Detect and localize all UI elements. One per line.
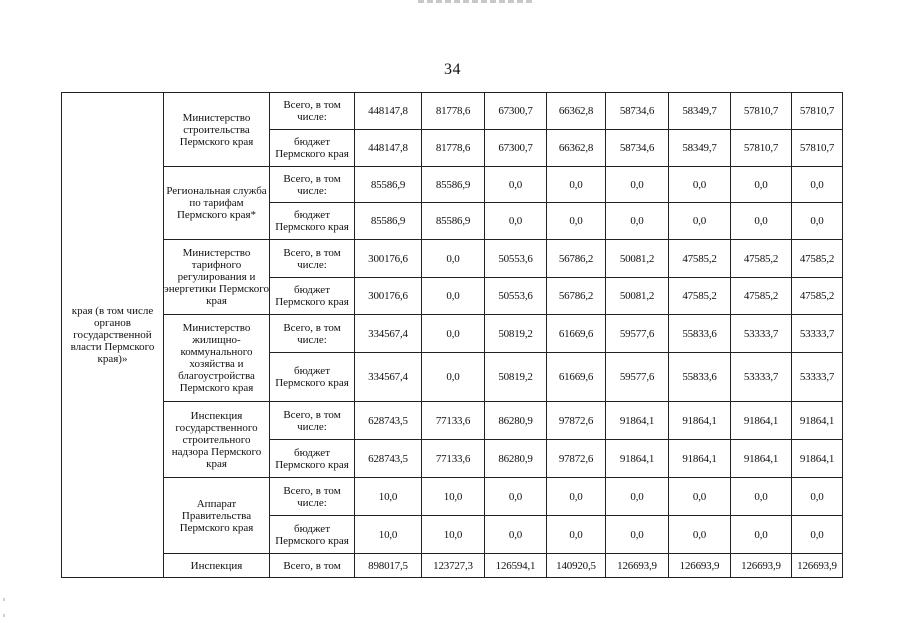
amount-cell: 97872,6 <box>547 402 606 440</box>
amount-cell: 0,0 <box>606 516 669 554</box>
amount-cell: 85586,9 <box>355 203 422 240</box>
amount-cell: 0,0 <box>606 203 669 240</box>
amount-cell: 0,0 <box>792 203 843 240</box>
amount-cell: 0,0 <box>731 167 792 203</box>
amount-cell: 334567,4 <box>355 353 422 402</box>
amount-cell: 0,0 <box>792 478 843 516</box>
amount-cell: 448147,8 <box>355 130 422 167</box>
scan-artifact <box>3 614 5 617</box>
amount-cell: 0,0 <box>606 167 669 203</box>
amount-cell: 628743,5 <box>355 440 422 478</box>
amount-cell: 47585,2 <box>792 240 843 278</box>
amount-cell: 300176,6 <box>355 278 422 315</box>
table-row <box>62 240 843 278</box>
amount-cell: 66362,8 <box>547 93 606 130</box>
funding-kind-cell: бюджет Пермского края <box>270 516 355 554</box>
agency-name-cell: Министерство строительства Пермского края <box>164 93 270 167</box>
amount-cell: 140920,5 <box>547 554 606 578</box>
amount-cell: 57810,7 <box>731 130 792 167</box>
amount-cell: 91864,1 <box>606 440 669 478</box>
amount-cell: 0,0 <box>485 167 547 203</box>
table-row <box>62 315 843 353</box>
funding-kind-cell: бюджет Пермского края <box>270 203 355 240</box>
amount-cell: 628743,5 <box>355 402 422 440</box>
amount-cell: 10,0 <box>355 478 422 516</box>
amount-cell: 53333,7 <box>731 315 792 353</box>
amount-cell: 56786,2 <box>547 278 606 315</box>
amount-cell: 57810,7 <box>731 93 792 130</box>
amount-cell: 0,0 <box>547 167 606 203</box>
table-row <box>62 402 843 440</box>
agency-name-cell: Региональная служба по тарифам Пермского края* <box>164 167 270 240</box>
amount-cell: 59577,6 <box>606 353 669 402</box>
amount-cell: 448147,8 <box>355 93 422 130</box>
agency-name-cell: Инспекция государственного строительного надзора Пермского края <box>164 402 270 478</box>
amount-cell: 55833,6 <box>669 353 731 402</box>
amount-cell: 47585,2 <box>731 240 792 278</box>
amount-cell: 56786,2 <box>547 240 606 278</box>
scan-header-mark <box>418 0 533 3</box>
page-number: 34 <box>444 61 461 78</box>
funding-kind-cell: бюджет Пермского края <box>270 353 355 402</box>
amount-cell: 0,0 <box>731 203 792 240</box>
amount-cell: 0,0 <box>422 315 485 353</box>
amount-cell: 50819,2 <box>485 353 547 402</box>
scan-artifact <box>3 598 5 601</box>
amount-cell: 97872,6 <box>547 440 606 478</box>
amount-cell: 50553,6 <box>485 278 547 315</box>
amount-cell: 10,0 <box>422 516 485 554</box>
amount-cell: 59577,6 <box>606 315 669 353</box>
funding-kind-cell: бюджет Пермского края <box>270 130 355 167</box>
amount-cell: 0,0 <box>547 203 606 240</box>
amount-cell: 67300,7 <box>485 93 547 130</box>
amount-cell: 334567,4 <box>355 315 422 353</box>
table-row <box>62 93 843 130</box>
funding-kind-cell: бюджет Пермского края <box>270 278 355 315</box>
funding-kind-cell: Всего, в том числе: <box>270 315 355 353</box>
budget-table-body <box>62 93 843 578</box>
agency-name-cell: Аппарат Правительства Пермского края <box>164 478 270 554</box>
amount-cell: 91864,1 <box>669 440 731 478</box>
amount-cell: 0,0 <box>485 516 547 554</box>
amount-cell: 300176,6 <box>355 240 422 278</box>
agency-name-cell: Министерство тарифного регулирования и энергетики Пермского края <box>164 240 270 315</box>
amount-cell: 10,0 <box>422 478 485 516</box>
amount-cell: 123727,3 <box>422 554 485 578</box>
funding-kind-cell: Всего, в том числе: <box>270 402 355 440</box>
program-owner-cell: края (в том числе органов государственной власти Пермского края)» <box>62 93 164 578</box>
amount-cell: 126693,9 <box>669 554 731 578</box>
amount-cell: 47585,2 <box>792 278 843 315</box>
amount-cell: 77133,6 <box>422 440 485 478</box>
amount-cell: 10,0 <box>355 516 422 554</box>
amount-cell: 86280,9 <box>485 402 547 440</box>
amount-cell: 0,0 <box>792 516 843 554</box>
amount-cell: 0,0 <box>422 278 485 315</box>
amount-cell: 57810,7 <box>792 130 843 167</box>
amount-cell: 81778,6 <box>422 93 485 130</box>
amount-cell: 50819,2 <box>485 315 547 353</box>
amount-cell: 61669,6 <box>547 353 606 402</box>
amount-cell: 126693,9 <box>606 554 669 578</box>
amount-cell: 0,0 <box>792 167 843 203</box>
amount-cell: 77133,6 <box>422 402 485 440</box>
table-row <box>62 478 843 516</box>
amount-cell: 0,0 <box>547 478 606 516</box>
amount-cell: 58349,7 <box>669 93 731 130</box>
amount-cell: 0,0 <box>669 167 731 203</box>
amount-cell: 0,0 <box>547 516 606 554</box>
agency-name-cell: Инспекция <box>164 554 270 578</box>
amount-cell: 0,0 <box>485 478 547 516</box>
amount-cell: 91864,1 <box>731 402 792 440</box>
amount-cell: 57810,7 <box>792 93 843 130</box>
amount-cell: 47585,2 <box>669 240 731 278</box>
amount-cell: 126693,9 <box>731 554 792 578</box>
funding-kind-cell: бюджет Пермского края <box>270 440 355 478</box>
table-row <box>62 554 843 578</box>
amount-cell: 0,0 <box>731 478 792 516</box>
amount-cell: 91864,1 <box>606 402 669 440</box>
amount-cell: 47585,2 <box>669 278 731 315</box>
amount-cell: 0,0 <box>669 516 731 554</box>
amount-cell: 53333,7 <box>792 315 843 353</box>
funding-kind-cell: Всего, в том числе: <box>270 240 355 278</box>
amount-cell: 0,0 <box>422 240 485 278</box>
amount-cell: 53333,7 <box>731 353 792 402</box>
amount-cell: 0,0 <box>669 478 731 516</box>
amount-cell: 47585,2 <box>731 278 792 315</box>
amount-cell: 91864,1 <box>792 440 843 478</box>
amount-cell: 0,0 <box>422 353 485 402</box>
amount-cell: 66362,8 <box>547 130 606 167</box>
amount-cell: 50081,2 <box>606 278 669 315</box>
amount-cell: 126594,1 <box>485 554 547 578</box>
amount-cell: 58734,6 <box>606 93 669 130</box>
amount-cell: 91864,1 <box>731 440 792 478</box>
amount-cell: 126693,9 <box>792 554 843 578</box>
amount-cell: 55833,6 <box>669 315 731 353</box>
amount-cell: 58734,6 <box>606 130 669 167</box>
amount-cell: 85586,9 <box>422 167 485 203</box>
amount-cell: 0,0 <box>669 203 731 240</box>
amount-cell: 85586,9 <box>355 167 422 203</box>
funding-kind-cell: Всего, в том <box>270 554 355 578</box>
amount-cell: 67300,7 <box>485 130 547 167</box>
amount-cell: 50553,6 <box>485 240 547 278</box>
budget-table <box>61 92 843 578</box>
funding-kind-cell: Всего, в том числе: <box>270 93 355 130</box>
amount-cell: 50081,2 <box>606 240 669 278</box>
funding-kind-cell: Всего, в том числе: <box>270 167 355 203</box>
amount-cell: 898017,5 <box>355 554 422 578</box>
amount-cell: 86280,9 <box>485 440 547 478</box>
amount-cell: 61669,6 <box>547 315 606 353</box>
table-row <box>62 167 843 203</box>
amount-cell: 91864,1 <box>792 402 843 440</box>
funding-kind-cell: Всего, в том числе: <box>270 478 355 516</box>
amount-cell: 85586,9 <box>422 203 485 240</box>
amount-cell: 91864,1 <box>669 402 731 440</box>
amount-cell: 0,0 <box>485 203 547 240</box>
amount-cell: 81778,6 <box>422 130 485 167</box>
agency-name-cell: Министерство жилищно-коммунального хозяйства и благоустройства Пермского края <box>164 315 270 402</box>
amount-cell: 53333,7 <box>792 353 843 402</box>
amount-cell: 0,0 <box>606 478 669 516</box>
amount-cell: 0,0 <box>731 516 792 554</box>
amount-cell: 58349,7 <box>669 130 731 167</box>
